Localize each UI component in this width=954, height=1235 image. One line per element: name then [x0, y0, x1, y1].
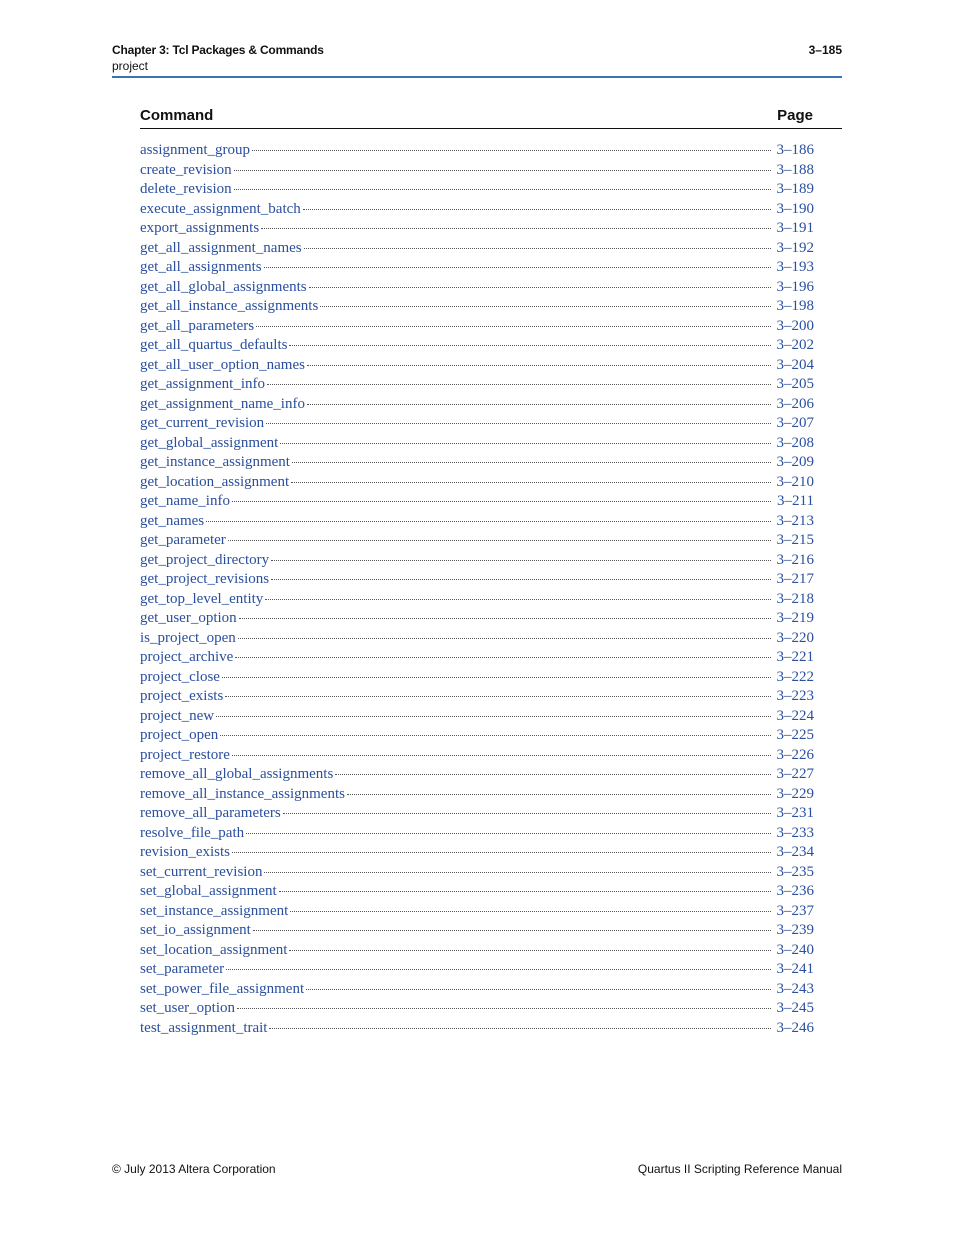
command-link[interactable]: revision_exists — [140, 844, 230, 860]
dot-leader — [307, 404, 771, 405]
page-reference-link[interactable]: 3–241 — [776, 961, 814, 977]
toc-entry[interactable] — [140, 201, 814, 221]
dot-leader — [290, 911, 770, 912]
dot-leader — [266, 423, 770, 424]
page-reference-link[interactable]: 3–229 — [776, 785, 814, 802]
page-reference-link[interactable]: 3–220 — [776, 629, 814, 646]
command-link[interactable]: get_project_revisions — [140, 571, 270, 587]
dot-leader — [253, 930, 771, 931]
dot-leader — [271, 579, 770, 580]
page-reference-link[interactable]: 3–198 — [776, 298, 814, 314]
page-reference-link[interactable]: 3–211 — [777, 493, 814, 509]
toc-entry[interactable] — [140, 259, 814, 279]
dot-leader — [320, 306, 770, 307]
page-reference-link[interactable]: 3–222 — [776, 668, 814, 685]
dot-leader — [222, 677, 771, 678]
page-reference-link[interactable]: 3–205 — [776, 376, 814, 392]
page-reference-link[interactable]: 3–207 — [776, 415, 814, 431]
command-link[interactable]: delete_revision — [140, 181, 232, 197]
command-link[interactable]: create_revision — [140, 161, 232, 178]
dot-leader — [226, 969, 770, 970]
command-link[interactable]: get_assignment_info — [140, 376, 265, 392]
toc-entry[interactable] — [140, 279, 814, 299]
page-reference-link[interactable]: 3–219 — [776, 610, 814, 626]
page-reference-link[interactable]: 3–206 — [776, 395, 814, 412]
toc-entry[interactable] — [140, 981, 814, 1001]
toc-entry[interactable] — [140, 825, 814, 845]
dot-leader — [237, 1008, 771, 1009]
toc-entry[interactable] — [140, 805, 814, 825]
page-reference-link[interactable]: 3–200 — [776, 317, 814, 334]
toc-entry[interactable] — [140, 376, 814, 396]
command-link[interactable]: get_names — [140, 512, 205, 529]
dot-leader — [304, 248, 771, 249]
command-link[interactable]: project_restore — [140, 746, 230, 763]
dot-leader — [347, 794, 771, 795]
toc-entry[interactable] — [140, 844, 814, 864]
page-reference-link[interactable]: 3–189 — [776, 181, 814, 197]
dot-leader — [238, 638, 771, 639]
page-reference-link[interactable]: 3–245 — [776, 1000, 814, 1016]
dot-leader — [232, 501, 771, 502]
page-reference-link[interactable]: 3–190 — [776, 200, 814, 217]
command-link[interactable]: get_name_info — [140, 493, 230, 509]
dot-leader — [307, 365, 771, 366]
dot-leader — [234, 189, 771, 190]
dot-leader — [265, 599, 770, 600]
page-reference-link[interactable]: 3–231 — [776, 805, 814, 821]
toc-entry[interactable] — [140, 532, 814, 552]
page-reference-link[interactable]: 3–192 — [776, 239, 814, 256]
dot-leader — [267, 384, 771, 385]
page-reference-link[interactable]: 3–202 — [776, 337, 814, 353]
footer-copyright: © July 2013 Altera Corporation — [112, 1162, 276, 1176]
command-link[interactable]: get_project_directory — [140, 551, 270, 568]
page-reference-link[interactable]: 3–239 — [776, 922, 814, 938]
toc-entry[interactable] — [140, 220, 814, 240]
page-reference-link[interactable]: 3–191 — [776, 220, 814, 236]
dot-leader — [261, 228, 770, 229]
toc-entry[interactable] — [140, 571, 814, 591]
toc-entry[interactable] — [140, 961, 814, 981]
dot-leader — [335, 774, 770, 775]
toc-entry[interactable] — [140, 240, 814, 260]
page-reference-link[interactable]: 3–193 — [776, 259, 814, 275]
toc-entry[interactable] — [140, 922, 814, 942]
page-reference-link[interactable]: 3–236 — [776, 883, 814, 899]
page-reference-link[interactable]: 3–196 — [776, 278, 814, 295]
command-link[interactable]: get_assignment_name_info — [140, 395, 305, 412]
page-reference-link[interactable]: 3–224 — [776, 707, 814, 724]
toc-entry[interactable] — [140, 454, 814, 474]
dot-leader — [292, 462, 771, 463]
dot-leader — [264, 872, 770, 873]
command-link[interactable]: get_global_assignment — [140, 434, 279, 451]
dot-leader — [234, 170, 771, 171]
dot-leader — [303, 209, 771, 210]
command-link[interactable]: get_top_level_entity — [140, 590, 264, 607]
command-link[interactable]: get_instance_assignment — [140, 454, 290, 470]
page-reference-link[interactable]: 3–216 — [776, 551, 814, 568]
command-link[interactable]: set_location_assignment — [140, 941, 288, 958]
command-link[interactable]: remove_all_parameters — [140, 805, 281, 821]
command-link[interactable]: is_project_open — [140, 629, 236, 646]
toc-entry[interactable] — [140, 883, 814, 903]
page-reference-link[interactable]: 3–227 — [776, 766, 814, 782]
toc-entry[interactable] — [140, 142, 814, 162]
command-link[interactable]: get_all_parameters — [140, 317, 255, 334]
command-link[interactable]: project_new — [140, 707, 215, 724]
column-header-command: Command — [140, 107, 214, 124]
toc-entry[interactable] — [140, 669, 814, 689]
command-link[interactable]: export_assignments — [140, 220, 260, 236]
toc-entry[interactable] — [140, 766, 814, 786]
dot-leader — [306, 989, 770, 990]
dot-leader — [291, 482, 770, 483]
dot-leader — [269, 1028, 770, 1029]
page-reference-link[interactable]: 3–186 — [776, 142, 814, 158]
command-link[interactable]: assignment_group — [140, 142, 250, 158]
dot-leader — [271, 560, 770, 561]
command-link[interactable]: project_close — [140, 668, 220, 685]
toc-entry[interactable] — [140, 688, 814, 708]
dot-leader — [279, 891, 771, 892]
command-link[interactable]: set_global_assignment — [140, 883, 277, 899]
toc-entry[interactable] — [140, 474, 814, 494]
toc-entry[interactable] — [140, 552, 814, 572]
command-link[interactable]: set_user_option — [140, 1000, 235, 1016]
page-reference-link[interactable]: 3–235 — [776, 863, 814, 880]
command-link[interactable]: get_current_revision — [140, 415, 265, 431]
command-link[interactable]: get_all_instance_assignments — [140, 298, 319, 314]
toc-entry[interactable] — [140, 162, 814, 182]
toc-entry[interactable] — [140, 415, 814, 435]
command-link[interactable]: get_all_quartus_defaults — [140, 337, 288, 353]
toc-entry[interactable] — [140, 903, 814, 923]
command-link[interactable]: get_location_assignment — [140, 473, 290, 490]
command-link[interactable]: execute_assignment_batch — [140, 200, 301, 217]
command-link[interactable]: get_all_global_assignments — [140, 278, 307, 295]
command-link[interactable]: get_all_assignments — [140, 259, 262, 275]
command-link[interactable]: set_power_file_assignment — [140, 980, 305, 997]
dot-leader — [252, 150, 771, 151]
dot-leader — [264, 267, 771, 268]
toc-entry[interactable] — [140, 493, 814, 513]
toc-entry[interactable] — [140, 747, 814, 767]
dot-leader — [228, 540, 771, 541]
page-reference-link[interactable]: 3–234 — [776, 844, 814, 860]
page-reference-link[interactable]: 3–218 — [776, 590, 814, 607]
toc-entry[interactable] — [140, 649, 814, 669]
command-link[interactable]: resolve_file_path — [140, 824, 245, 841]
command-link[interactable]: set_parameter — [140, 961, 225, 977]
running-header-section: project — [112, 59, 149, 73]
command-link[interactable]: project_open — [140, 727, 219, 743]
command-link[interactable]: project_exists — [140, 688, 224, 704]
page-reference-link[interactable]: 3–233 — [776, 824, 814, 841]
footer-manual-title: Quartus II Scripting Reference Manual — [637, 1162, 842, 1176]
toc-entry[interactable] — [140, 181, 814, 201]
command-index-list — [140, 142, 814, 1039]
toc-entry[interactable] — [140, 435, 814, 455]
dot-leader — [283, 813, 771, 814]
command-link[interactable]: get_all_assignment_names — [140, 239, 302, 256]
page-reference-link[interactable]: 3–215 — [776, 532, 814, 548]
page-reference-link[interactable]: 3–221 — [776, 649, 814, 665]
page-reference-link[interactable]: 3–213 — [776, 512, 814, 529]
toc-entry[interactable] — [140, 1020, 814, 1040]
dot-leader — [246, 833, 770, 834]
toc-entry[interactable] — [140, 942, 814, 962]
column-header-divider — [140, 128, 842, 129]
command-link[interactable]: set_current_revision — [140, 863, 263, 880]
dot-leader — [232, 852, 771, 853]
dot-leader — [239, 618, 771, 619]
page-reference-link[interactable]: 3–225 — [776, 727, 814, 743]
toc-entry[interactable] — [140, 610, 814, 630]
dot-leader — [225, 696, 770, 697]
page-reference-link[interactable]: 3–243 — [776, 980, 814, 997]
toc-entry[interactable] — [140, 1000, 814, 1020]
command-link[interactable]: set_instance_assignment — [140, 902, 289, 919]
command-link[interactable]: set_io_assignment — [140, 922, 251, 938]
dot-leader — [309, 287, 771, 288]
toc-entry[interactable] — [140, 396, 814, 416]
toc-entry[interactable] — [140, 298, 814, 318]
page-reference-link[interactable]: 3–210 — [776, 473, 814, 490]
command-link[interactable]: remove_all_instance_assignments — [140, 785, 345, 802]
command-link[interactable]: get_all_user_option_names — [140, 356, 305, 373]
page-reference-link[interactable]: 3–208 — [776, 434, 814, 451]
page-reference-link[interactable]: 3–188 — [776, 161, 814, 178]
command-link[interactable]: get_user_option — [140, 610, 237, 626]
toc-entry[interactable] — [140, 786, 814, 806]
dot-leader — [235, 657, 770, 658]
toc-entry[interactable] — [140, 727, 814, 747]
dot-leader — [216, 716, 770, 717]
dot-leader — [256, 326, 770, 327]
toc-entry[interactable] — [140, 591, 814, 611]
dot-leader — [232, 755, 771, 756]
command-link[interactable]: test_assignment_trait — [140, 1019, 268, 1036]
toc-entry[interactable] — [140, 864, 814, 884]
command-link[interactable]: project_archive — [140, 649, 234, 665]
toc-entry[interactable] — [140, 357, 814, 377]
toc-entry[interactable] — [140, 337, 814, 357]
page-reference-link[interactable]: 3–223 — [776, 688, 814, 704]
page-reference-link[interactable]: 3–237 — [776, 902, 814, 919]
dot-leader — [220, 735, 770, 736]
dot-leader — [289, 950, 770, 951]
command-link[interactable]: remove_all_global_assignments — [140, 766, 334, 782]
page-reference-link[interactable]: 3–246 — [776, 1019, 814, 1036]
page-reference-link[interactable]: 3–209 — [776, 454, 814, 470]
command-link[interactable]: get_parameter — [140, 532, 226, 548]
toc-entry[interactable] — [140, 318, 814, 338]
page-number: 3–185 — [808, 43, 842, 57]
dot-leader — [280, 443, 770, 444]
running-header-chapter: Chapter 3: Tcl Packages & Commands — [112, 43, 324, 57]
page-reference-link[interactable]: 3–240 — [776, 941, 814, 958]
toc-entry[interactable] — [140, 708, 814, 728]
column-header-page: Page — [777, 107, 813, 124]
page-reference-link[interactable]: 3–204 — [776, 356, 814, 373]
toc-entry[interactable] — [140, 630, 814, 650]
page-reference-link[interactable]: 3–226 — [776, 746, 814, 763]
dot-leader — [289, 345, 770, 346]
page-reference-link[interactable]: 3–217 — [776, 571, 814, 587]
header-divider — [112, 76, 842, 78]
dot-leader — [206, 521, 770, 522]
toc-entry[interactable] — [140, 513, 814, 533]
